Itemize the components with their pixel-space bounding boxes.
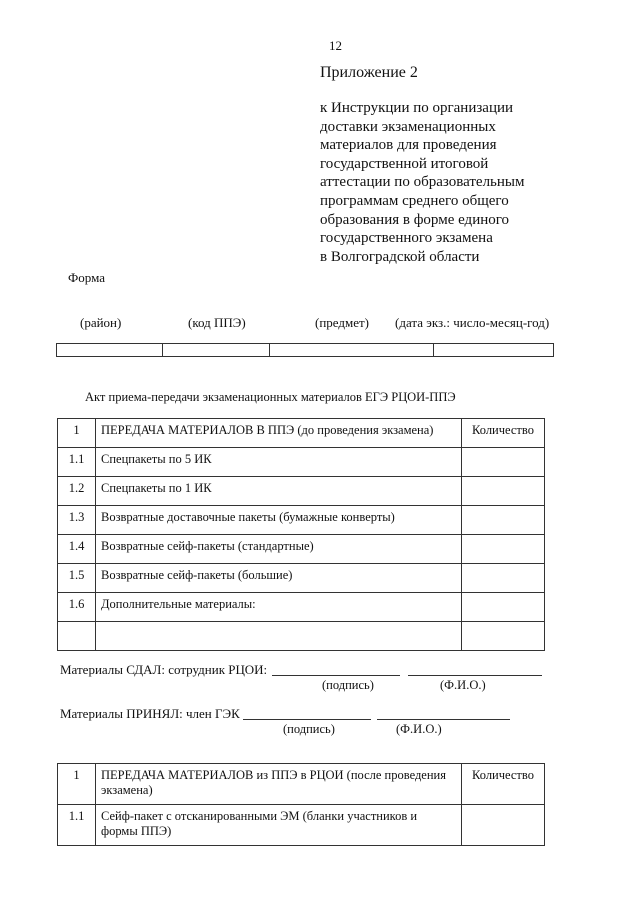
row-number: 1.6 xyxy=(58,593,96,622)
quantity-cell[interactable] xyxy=(462,805,545,846)
table-header-row xyxy=(58,419,545,448)
row-number: 1.4 xyxy=(58,535,96,564)
exam-date-label: (дата экз.: число-месяц-год) xyxy=(395,315,550,330)
transfer-to-ppe-table xyxy=(57,418,545,651)
section-number: 1 xyxy=(58,419,96,448)
act-title: Акт приема-передачи экзаменационных материалов ЕГЭ РЦОИ-ППЭ xyxy=(85,390,456,404)
name-caption: (Ф.И.О.) xyxy=(440,678,486,692)
quantity-header: Количество xyxy=(462,419,545,448)
row-label: Спецпакеты по 5 ИК xyxy=(96,448,462,477)
row-number: 1.3 xyxy=(58,506,96,535)
subject-label: (предмет) xyxy=(315,315,370,330)
form-label: Форма xyxy=(68,270,105,285)
row-number: 1.5 xyxy=(58,564,96,593)
row-number: 1.2 xyxy=(58,477,96,506)
section-number: 1 xyxy=(58,764,96,805)
quantity-cell[interactable] xyxy=(462,564,545,593)
quantity-cell[interactable] xyxy=(462,535,545,564)
table-row xyxy=(58,622,545,651)
quantity-cell[interactable] xyxy=(462,477,545,506)
received-signature-line[interactable] xyxy=(243,719,371,720)
row-label: Спецпакеты по 1 ИК xyxy=(96,477,462,506)
exam-date-field[interactable] xyxy=(434,344,553,356)
name-caption: (Ф.И.О.) xyxy=(396,722,442,736)
section-header: ПЕРЕДАЧА МАТЕРИАЛОВ В ППЭ (до проведения экзамена) xyxy=(96,419,462,448)
row-label: Сейф-пакет с отсканированными ЭМ (бланки участников и формы ППЭ) xyxy=(96,805,462,846)
signature-caption: (подпись) xyxy=(322,678,374,692)
appendix-title: Приложение 2 xyxy=(320,64,418,81)
row-label: Возвратные сейф-пакеты (стандартные) xyxy=(96,535,462,564)
ppe-code-label: (код ППЭ) xyxy=(188,315,246,330)
page-number: 12 xyxy=(329,38,342,53)
handed-by-label: Материалы СДАЛ: сотрудник РЦОИ: xyxy=(60,662,268,677)
header-fields-grid xyxy=(56,343,554,357)
received-by-label: Материалы ПРИНЯЛ: член ГЭК xyxy=(60,706,240,721)
table-row xyxy=(58,448,545,477)
section-header: ПЕРЕДАЧА МАТЕРИАЛОВ из ППЭ в РЦОИ (после проведения экзамена) xyxy=(96,764,462,805)
row-label: Возвратные сейф-пакеты (большие) xyxy=(96,564,462,593)
district-field[interactable] xyxy=(57,344,163,356)
handed-name-line[interactable] xyxy=(408,675,542,676)
table-row xyxy=(58,564,545,593)
quantity-cell[interactable] xyxy=(462,448,545,477)
signature-caption: (подпись) xyxy=(283,722,335,736)
row-number xyxy=(58,622,96,651)
district-label: (район) xyxy=(80,315,122,330)
table-row xyxy=(58,535,545,564)
table-header-row xyxy=(58,764,545,805)
handed-signature-line[interactable] xyxy=(272,675,400,676)
table-row xyxy=(58,593,545,622)
ppe-code-field[interactable] xyxy=(163,344,270,356)
subject-field[interactable] xyxy=(270,344,434,356)
row-label: Возвратные доставочные пакеты (бумажные конверты) xyxy=(96,506,462,535)
quantity-cell[interactable] xyxy=(462,622,545,651)
quantity-cell[interactable] xyxy=(462,506,545,535)
table-row xyxy=(58,477,545,506)
row-number: 1.1 xyxy=(58,805,96,846)
received-name-line[interactable] xyxy=(377,719,510,720)
table-row xyxy=(58,805,545,846)
row-number: 1.1 xyxy=(58,448,96,477)
table-row xyxy=(58,506,545,535)
appendix-description: к Инструкции по организации доставки экзаменационных материалов для проведения государственной итоговой аттестации по образовательным программам среднего общего образования в форме единого государственного экзамена в Волгоградской области xyxy=(320,100,525,265)
row-label: Дополнительные материалы: xyxy=(96,593,462,622)
quantity-header: Количество xyxy=(462,764,545,805)
row-label[interactable] xyxy=(96,622,462,651)
transfer-to-rcoi-table xyxy=(57,763,545,846)
quantity-cell[interactable] xyxy=(462,593,545,622)
